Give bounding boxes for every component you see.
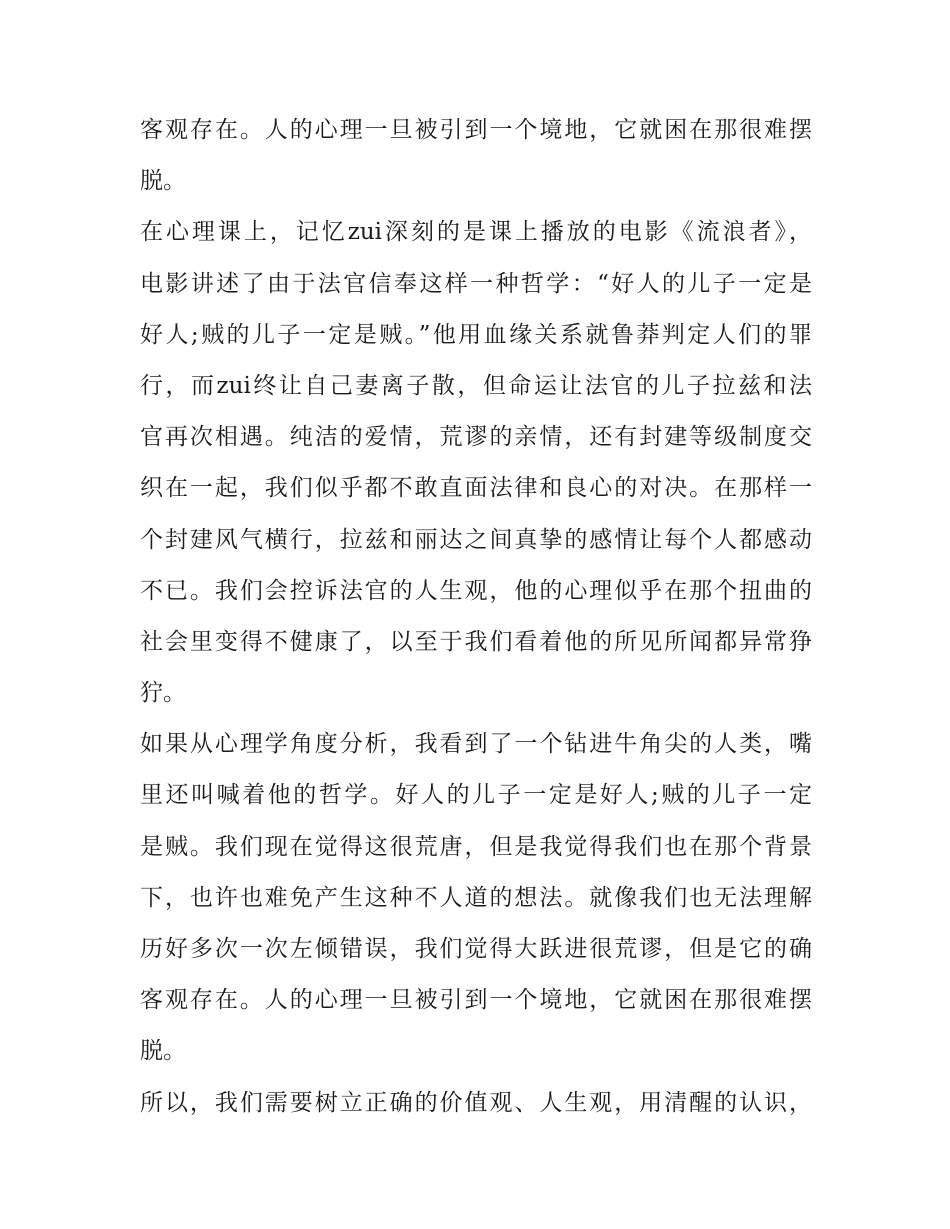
text-line: 是贼。我们现在觉得这很荒唐，但是我觉得我们也在那个背景: [140, 833, 812, 860]
body-text: [140, 105, 812, 1129]
text-line: 行，而zui终让自己妻离子散，但命运让法官的儿子拉兹和法: [140, 372, 812, 399]
text-line: 如果从心理学角度分析，我看到了一个钻进牛角尖的人类，嘴: [140, 731, 812, 758]
text-line: 个封建风气横行，拉兹和丽达之间真挚的感情让每个人都感动: [140, 526, 812, 553]
text-line: 脱。: [140, 168, 186, 195]
text-line: 客观存在。人的心理一旦被引到一个境地，它就困在那很难摆: [140, 117, 812, 143]
text-line: 织在一起，我们似乎都不敢直面法律和良心的对决。在那样一: [140, 475, 812, 502]
text-line: 脱。: [140, 1038, 186, 1065]
text-line: 历好多次一次左倾错误，我们觉得大跃进很荒谬，但是它的确: [140, 936, 812, 962]
text-line: 客观存在。人的心理一旦被引到一个境地，它就困在那很难摆: [140, 987, 812, 1014]
text-line: 在心理课上，记忆zui深刻的是课上播放的电影《流浪者》，: [140, 219, 812, 246]
text-line: 不已。我们会控诉法官的人生观，他的心理似乎在那个扭曲的: [140, 577, 812, 604]
text-line: 里还叫喊着他的哲学。好人的儿子一定是好人;贼的儿子一定: [140, 782, 812, 809]
text-line: 社会里变得不健康了，以至于我们看着他的所见所闻都异常狰: [140, 628, 812, 655]
text-line: 下，也许也难免产生这种不人道的想法。就像我们也无法理解: [140, 884, 812, 911]
text-line: 狞。: [140, 680, 186, 707]
text-line: 所以，我们需要树立正确的价值观、人生观，用清醒的认识，: [140, 1089, 812, 1116]
text-line: 官再次相遇。纯洁的爱情，荒谬的亲情，还有封建等级制度交: [140, 424, 812, 451]
text-line: 电影讲述了由于法官信奉这样一种哲学：“好人的儿子一定是: [140, 270, 812, 297]
text-line: 好人;贼的儿子一定是贼。”他用血缘关系就鲁莽判定人们的罪: [140, 321, 812, 348]
